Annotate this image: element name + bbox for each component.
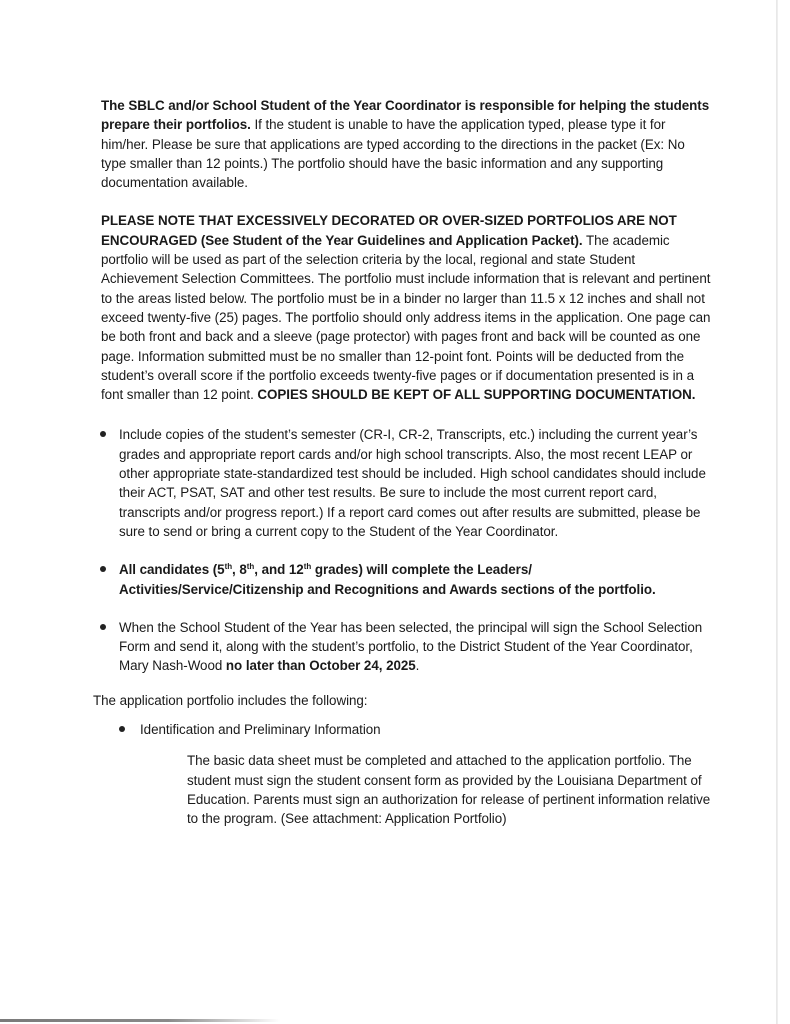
list-item-text: Include copies of the student’s semester (CR-I, CR-2, Transcripts, etc.) including the current year’s grades and appropriate report cards and/or high school transcripts. Also, the most recent LEAP or other appropriate state-standardized test should be included. High school candidates should include their ACT, PSAT, SAT and other test results. Be sure to include the most current report card, transcripts and/or progress report.) If a report card comes out after results are submitted, please be sure to send or bring a current copy to the Student of the Year Coordinator. xyxy=(119,427,706,539)
list-item-selection-form xyxy=(101,618,711,676)
text-end: . xyxy=(415,658,420,674)
text-part: grades) will complete the Leaders/ Activities/Service/Citizenship and Recognitions and Awards sections of the portfolio. xyxy=(119,562,656,597)
bullet-icon xyxy=(100,624,106,630)
list-item-text xyxy=(119,562,656,596)
text-part: , and 12 xyxy=(254,562,304,578)
paragraph-bold-lead: PLEASE NOTE THAT EXCESSIVELY DECORATED OR OVER-SIZED PORTFOLIOS ARE NOT ENCOURAGED (See Student of the Year Guidelines and Application Packet). xyxy=(101,213,677,248)
superscript: th xyxy=(246,562,255,572)
paragraph-text: If the student is unable to have the application typed, please type it for him/her. Please be sure that applications are typed according to the directions in the packet (Ex: No type smaller than 12 points.) The portfolio should have the basic information and any supporting documentation available. xyxy=(101,117,685,191)
document-body xyxy=(93,96,711,829)
paragraph-text: The academic portfolio will be used as part of the selection criteria by the local, regional and state Student Achievement Selection Committees. The portfolio must include information that is relevant and pertinent to the areas listed below. The portfolio must be in a binder no larger than 11.5 x 12 inches and shall not exceed twenty-five (25) pages. The portfolio should only address items in the application. One page can be both front and back and a sleeve (page protector) with pages front and back will be counted as one page. Information submitted must be no smaller than 12-point font. Points will be deducted from the student’s overall score if the portfolio exceeds twenty-five pages or if documentation presented is in a font smaller than 12 point. xyxy=(101,232,711,403)
paragraph-bold-end: COPIES SHOULD BE KEPT OF ALL SUPPORTING DOCUMENTATION. xyxy=(257,387,696,403)
list-item-all-candidates xyxy=(101,560,711,599)
requirements-list xyxy=(101,425,711,675)
paragraph-coordinator-responsibility xyxy=(101,96,711,192)
deadline-text: no later than October 24, 2025 xyxy=(225,658,416,674)
list-item-copies xyxy=(101,425,711,541)
sub-item-description: The basic data sheet must be completed and attached to the application portfolio. The student must sign the student consent form as provided by the Louisiana Department of Education. Parents must sign an authorization for release of pertinent information relative to the program. (See attachment: Application Portfolio) xyxy=(187,753,711,827)
superscript: th xyxy=(303,562,312,572)
bullet-icon xyxy=(100,431,106,437)
superscript: th xyxy=(224,562,233,572)
bullet-icon xyxy=(100,566,106,572)
paragraph-portfolio-note xyxy=(101,211,711,404)
text-part: , 8 xyxy=(232,562,247,578)
bullet-icon xyxy=(119,726,125,732)
portfolio-includes-intro: The application portfolio includes the following: xyxy=(93,692,368,708)
sub-item-label: Identification and Preliminary Information xyxy=(140,722,381,738)
paragraph-bold-lead: The SBLC and/or School Student of the Year Coordinator is responsible for helping the students prepare their portfolios. xyxy=(101,98,710,133)
page-edge-right xyxy=(776,0,778,1024)
page-edge-bottom xyxy=(0,1019,280,1022)
text-part: All candidates (5 xyxy=(119,562,225,578)
list-item-text: When the School Student of the Year has been selected, the principal will sign the School Selection Form and send it, along with the student’s portfolio, to the District Student of the Year Coordinator, Mary Nash-Wood xyxy=(119,619,703,674)
sub-item-identification xyxy=(119,720,711,739)
